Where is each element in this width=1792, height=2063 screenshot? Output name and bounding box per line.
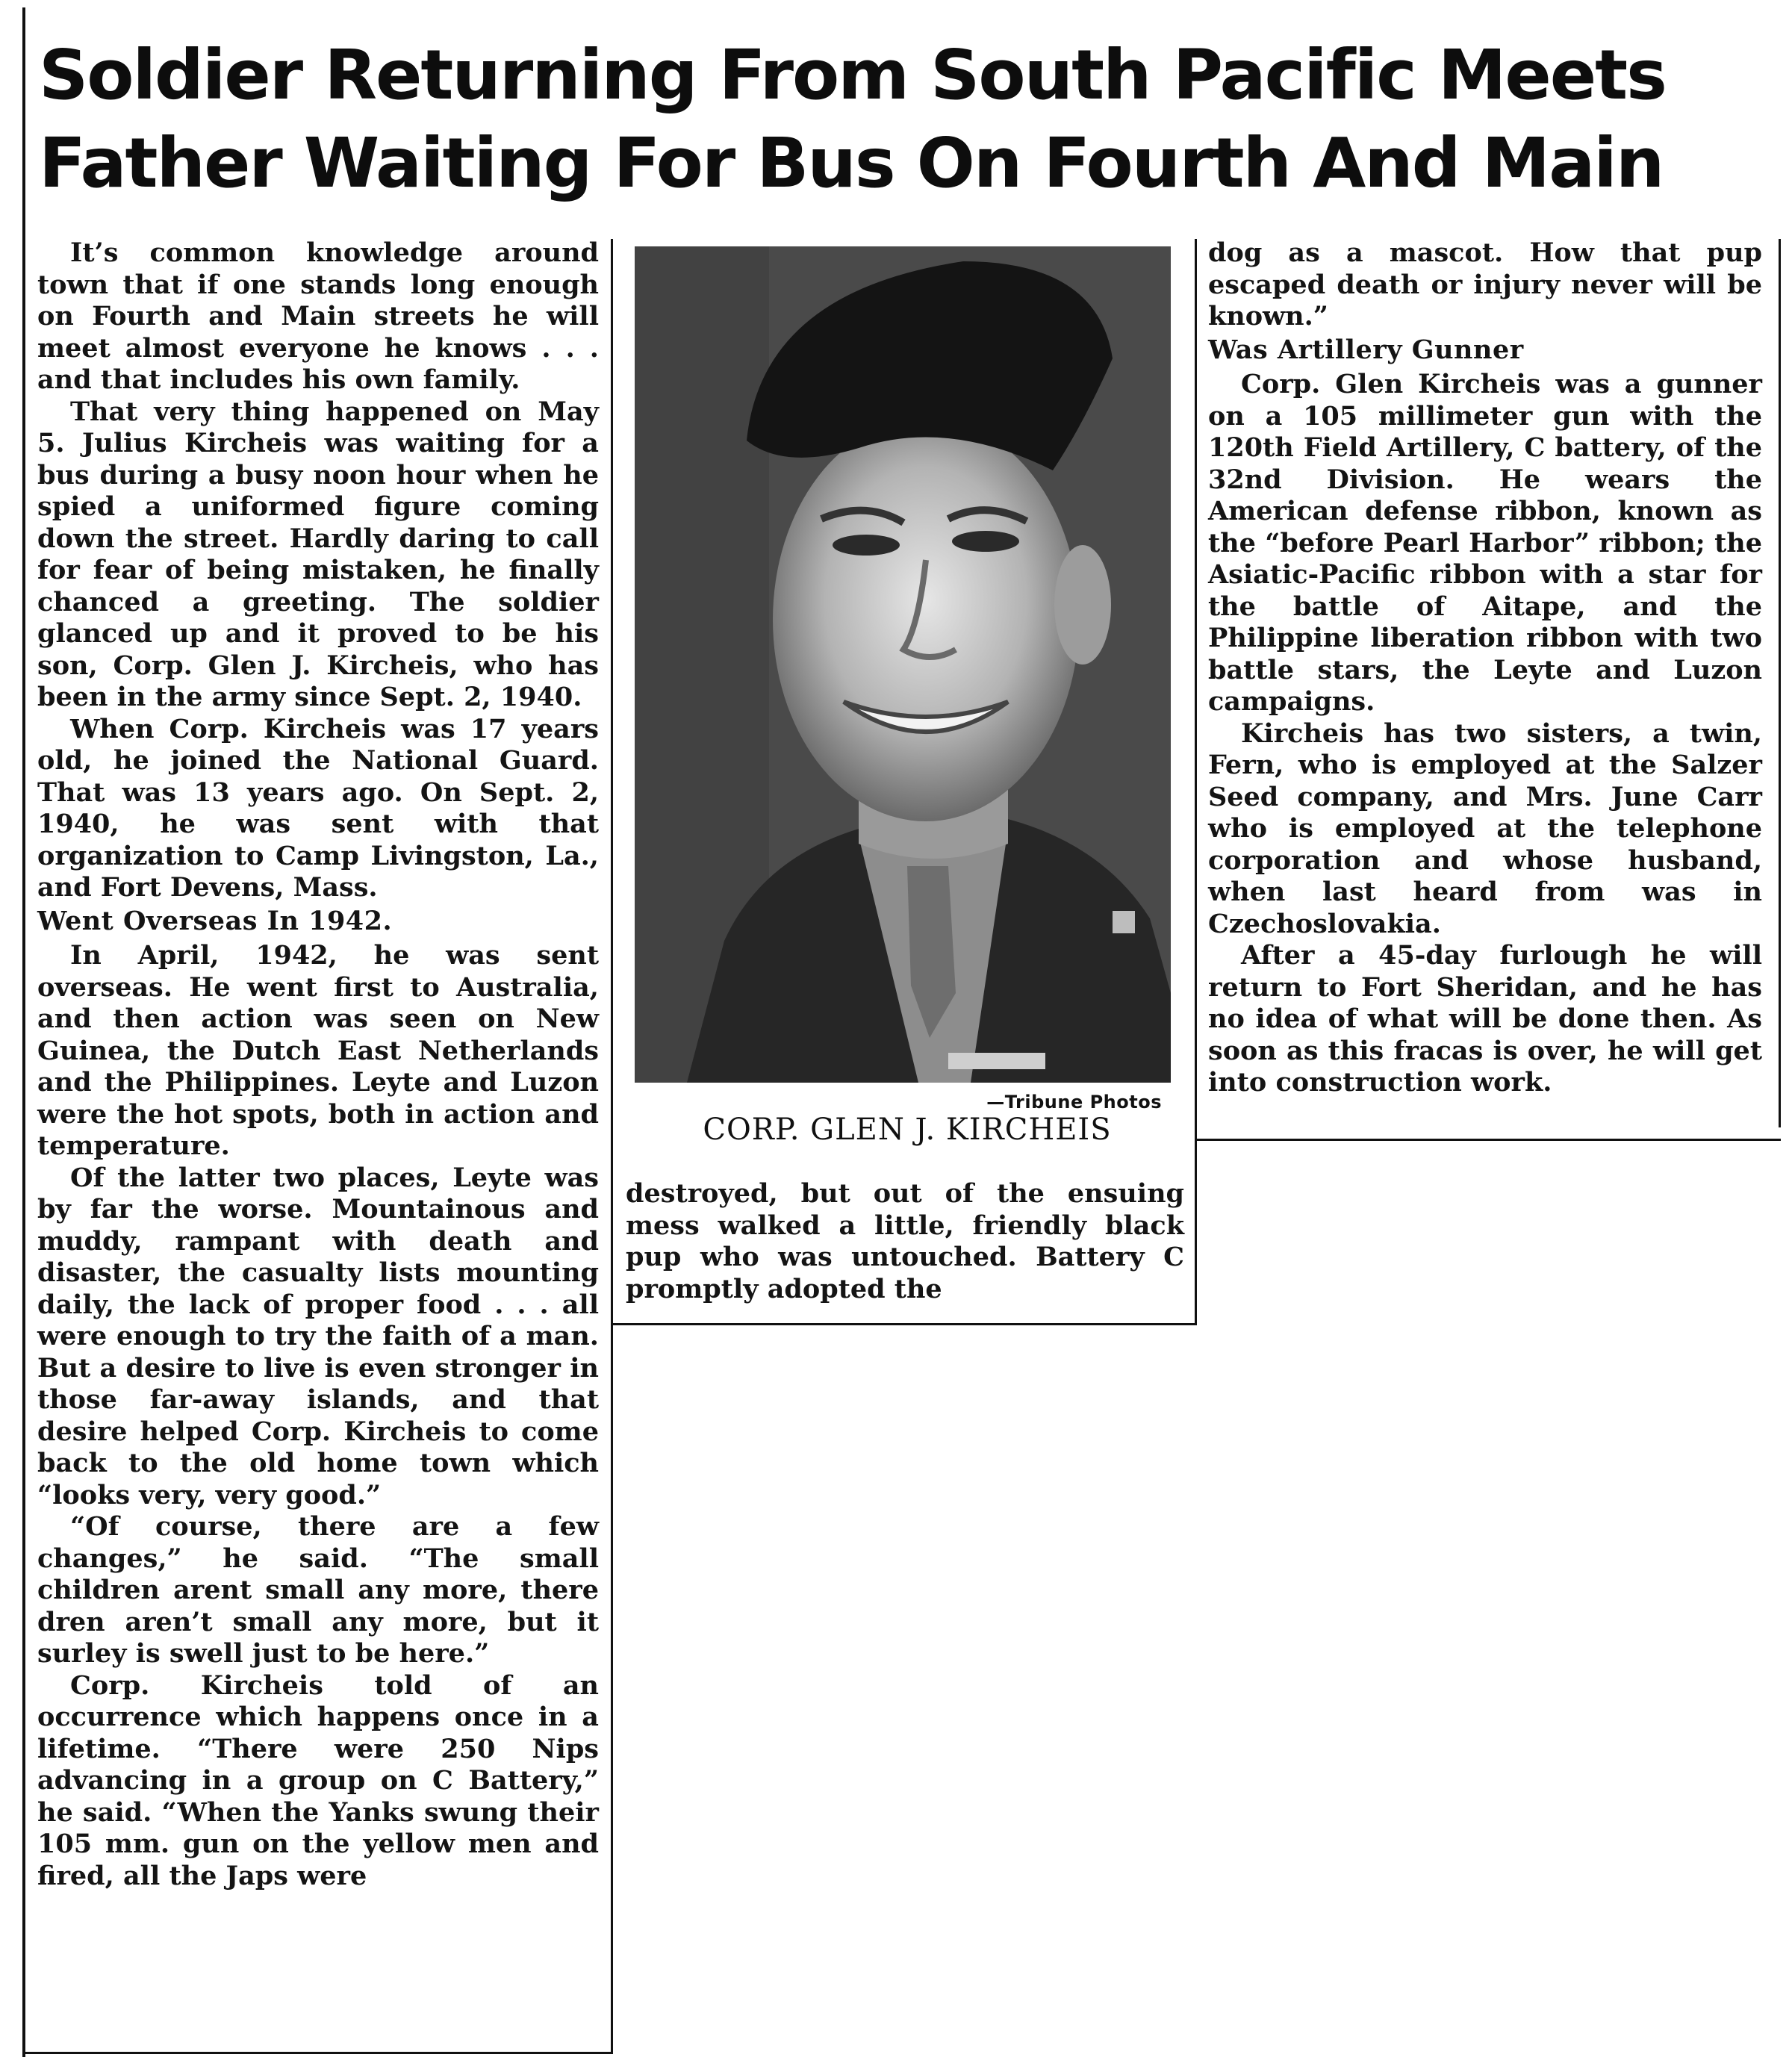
- column3-right-rule: [1779, 239, 1781, 1127]
- paragraph: When Corp. Kircheis was 17 years old, he joined the National Guard. That was 13 years ago. On Sept. 2, 1940, he was sent with that organization to Camp Livingston, La., and Fort Devens, Mass.: [37, 713, 599, 903]
- paragraph: In April, 1942, he was sent overseas. He went first to Australia, and then action was seen on New Guinea, the Dutch East Netherlands and the Philippines. Leyte and Luzon were the hot spots, both in action and temperature.: [37, 940, 599, 1161]
- column2-bottom-rule: [613, 1323, 1197, 1325]
- article-column-3: [1208, 237, 1762, 1099]
- article-column-1: [37, 237, 599, 1892]
- soldier-portrait-photo: [635, 246, 1171, 1083]
- paragraph: Corp. Kircheis told of an occurrence which happens once in a lifetime. “There were 250 Nips advancing in a group on C Battery,” he said. “When the Yanks swung their 105 mm. gun on the yellow men and fired, all the Japs were: [37, 1670, 599, 1891]
- article-column-2: [626, 1178, 1184, 1305]
- photo-caption: CORP. GLEN J. KIRCHEIS: [703, 1113, 1112, 1147]
- portrait-illustration: [635, 246, 1171, 1083]
- photo-credit: —Tribune Photos: [986, 1092, 1162, 1113]
- left-border-rule: [22, 7, 25, 2057]
- paragraph: destroyed, but out of the ensuing mess walked a little, friendly black pup who was untouched. Battery C promptly adopted the: [626, 1178, 1184, 1304]
- paragraph: Kircheis has two sisters, a twin, Fern, who is employed at the Salzer Seed company, and Mrs. June Carr who is employed at the telephone corporation and whose husband, when last heard from was in Czechoslovakia.: [1208, 718, 1762, 939]
- column3-bottom-rule: [1197, 1139, 1781, 1141]
- paragraph: “Of course, there are a few changes,” he said. “The small children arent small any more, there dren aren’t small any more, but it surley is swell just to be here.”: [37, 1511, 599, 1669]
- subheading: Was Artillery Gunner: [1208, 334, 1524, 365]
- headline-line-1: Soldier Returning From South Pacific Meets: [39, 35, 1666, 115]
- paragraph: Corp. Glen Kircheis was a gunner on a 105 millimeter gun with the 120th Field Artillery, C battery, of the 32nd Division. He wears the American defense ribbon, known as the “before Pearl Harbor” ribbon; the Asiatic-Pacific ribbon with a star for the battle of Aitape, and the Philippine liberation ribbon with two battle stars, the Leyte and Luzon campaigns.: [1208, 369, 1762, 717]
- paragraph: It’s common knowledge around town that if one stands long enough on Fourth and Main streets he will meet almost everyone he knows . . . and that includes his own family.: [37, 237, 599, 395]
- column1-right-rule: [611, 239, 613, 2053]
- paragraph: That very thing happened on May 5. Julius Kircheis was waiting for a bus during a busy noon hour when he spied a uniformed figure coming down the street. Hardly daring to call for fear of being mistaken, he finally chanced a greeting. The soldier glanced up and it proved to be his son, Corp. Glen J. Kircheis, who has been in the army since Sept. 2, 1940.: [37, 396, 599, 712]
- column1-bottom-rule: [25, 2052, 613, 2054]
- headline: [39, 31, 1756, 208]
- paragraph: dog as a mascot. How that pup escaped death or injury never will be known.”: [1208, 237, 1762, 332]
- paragraph: After a 45-day furlough he will return to Fort Sheridan, and he has no idea of what will be done then. As soon as this fracas is over, he will get into construction work.: [1208, 940, 1762, 1098]
- subheading: Went Overseas In 1942.: [37, 905, 393, 936]
- headline-line-2: Father Waiting For Bus On Fourth And Main: [39, 123, 1664, 203]
- column2-right-rule: [1195, 239, 1197, 1325]
- paragraph: Of the latter two places, Leyte was by far the worse. Mountainous and muddy, rampant with death and disaster, the casualty lists mounting daily, the lack of proper food . . . all were enough to try the faith of a man. But a desire to live is even stronger in those far-away islands, and that desire helped Corp. Kircheis to come back to the old home town which “looks very, very good.”: [37, 1162, 599, 1510]
